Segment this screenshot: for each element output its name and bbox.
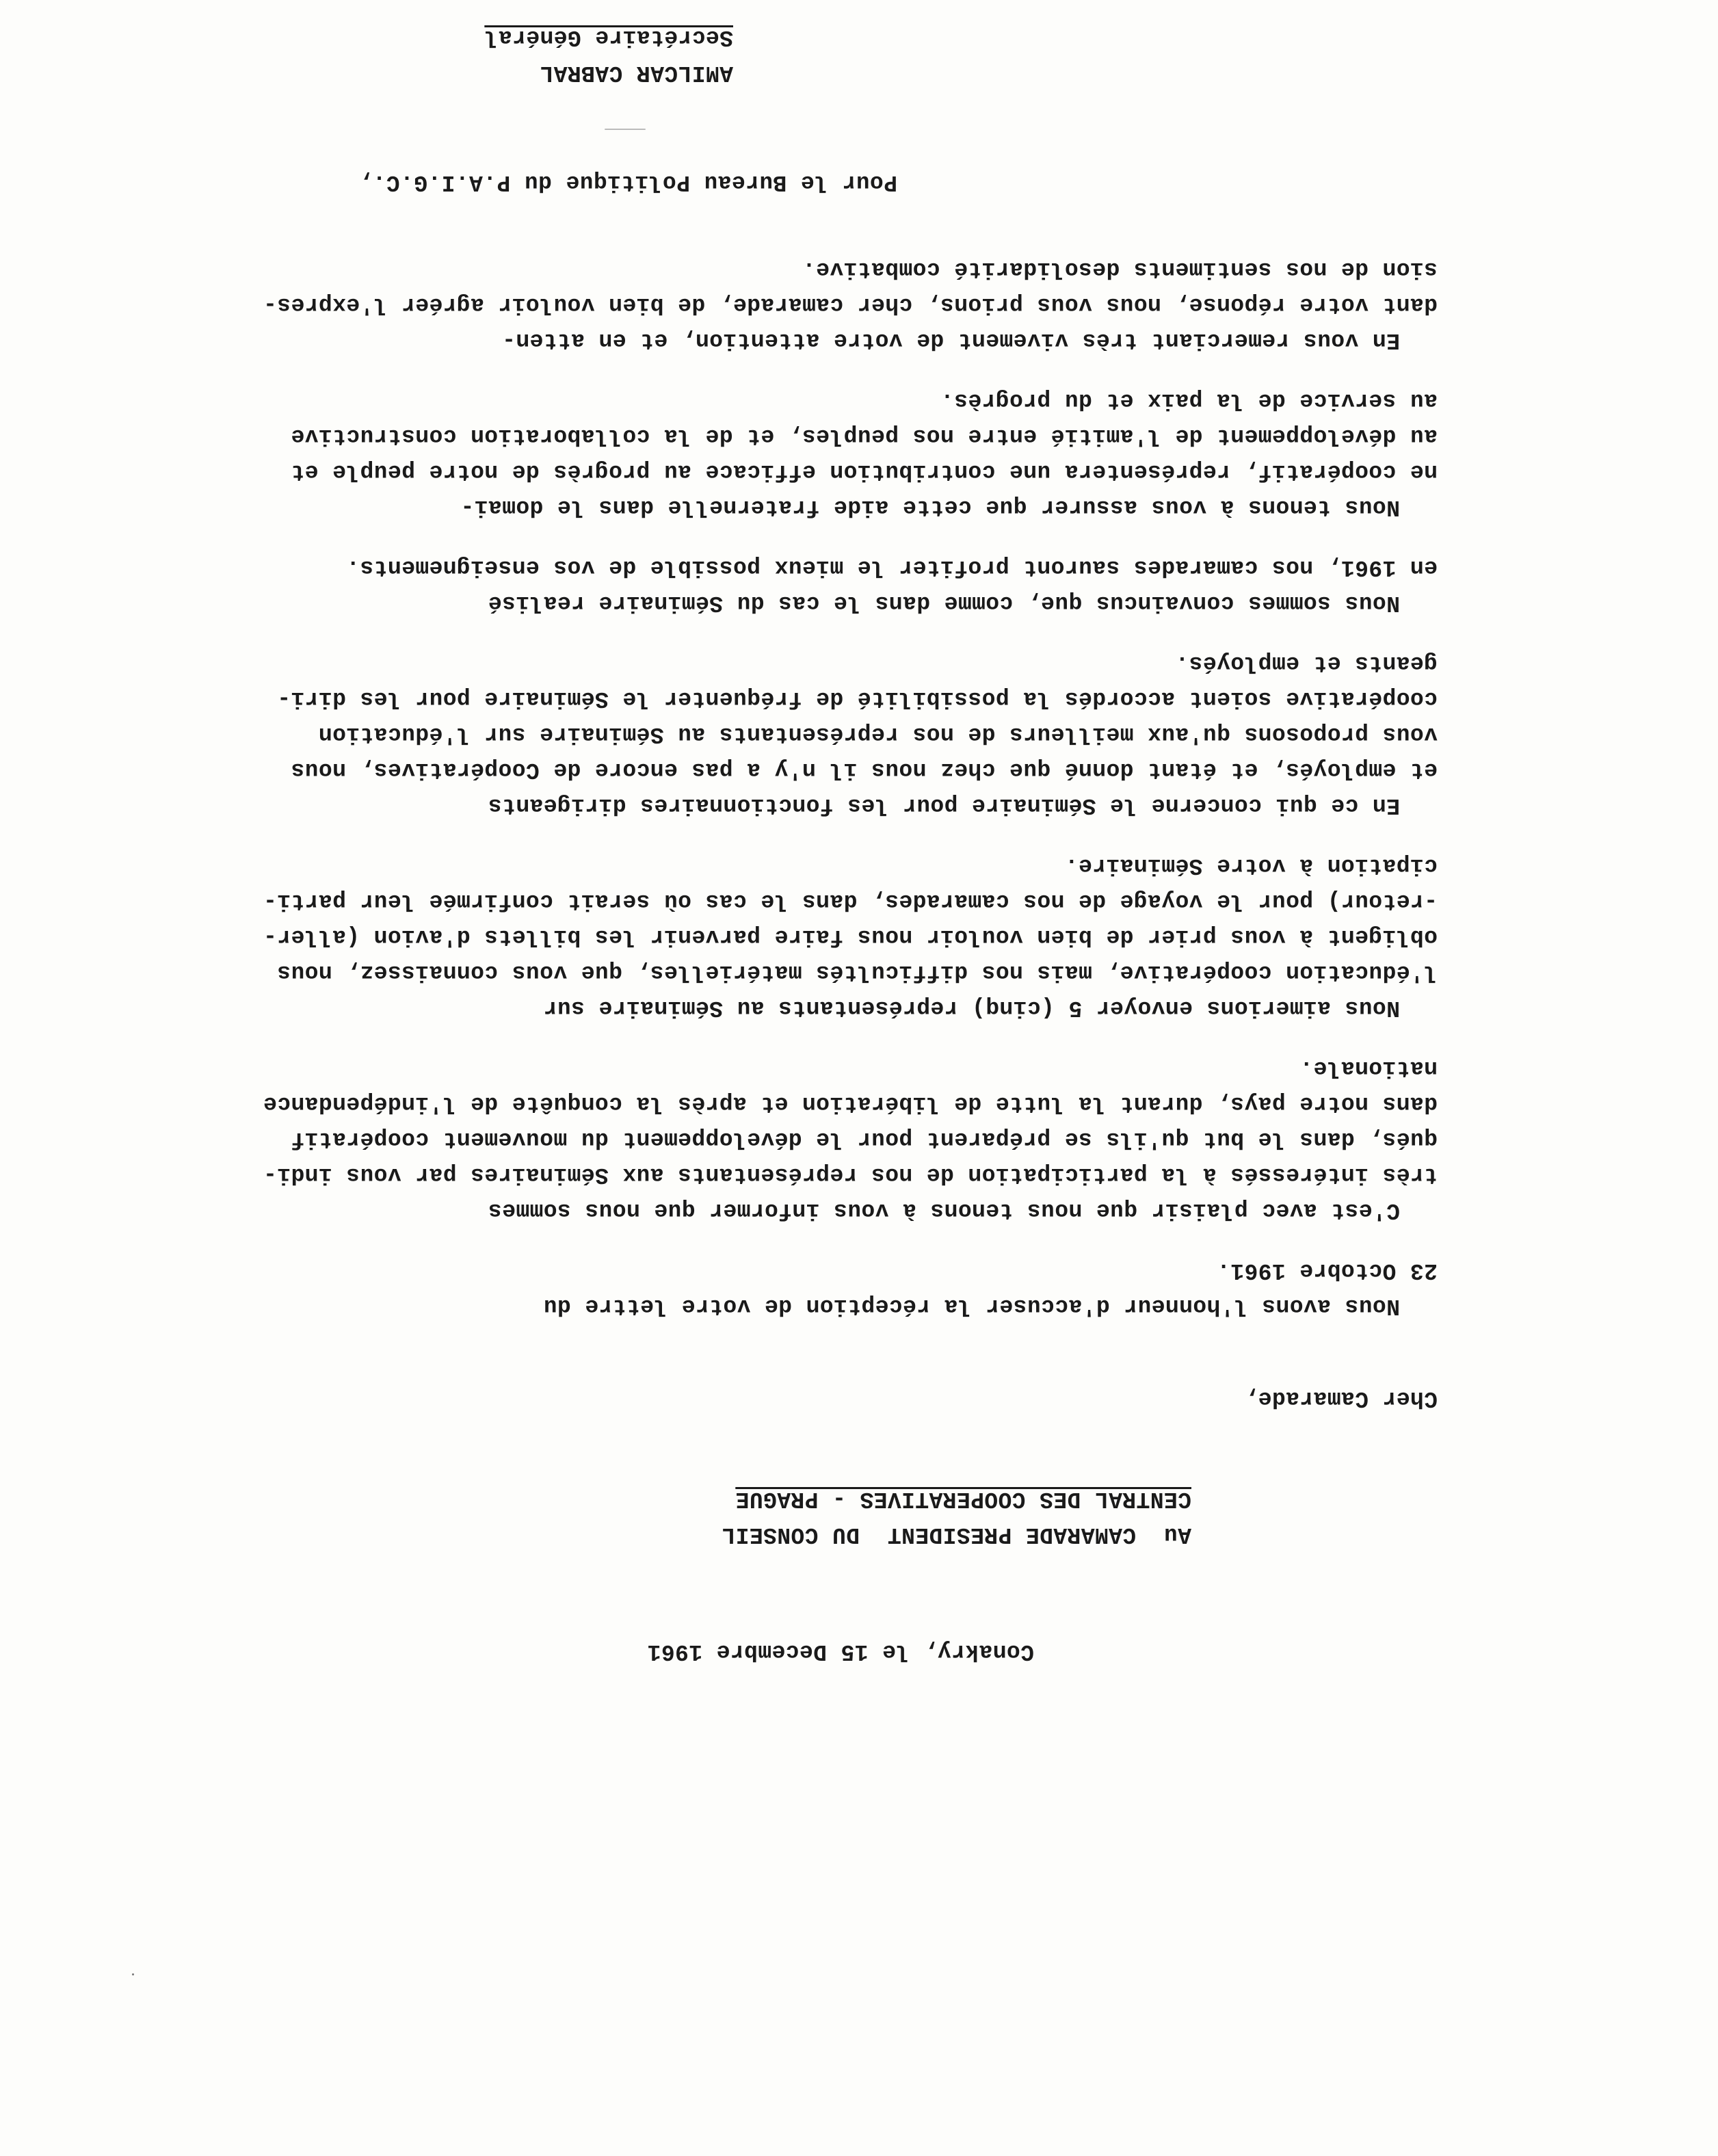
scan-speck <box>132 1973 134 1975</box>
body-line: geants et employés. <box>1175 650 1438 676</box>
body-line: obligent à vous prier de bien vouloir nous faire parvenir les billets d'avion (aller- <box>263 924 1438 949</box>
signatory-title: Secrétaire Général <box>484 25 733 50</box>
body-line: Nous sommes convaincus que, comme dans le cas du Séminaire realisé <box>488 590 1400 616</box>
body-line: coopérative soient accordés la possibilité de fréquenter le Séminaire pour les diri- <box>276 686 1438 711</box>
body-line: Nous aimerions envoyer 5 (cinq) représentants au Séminaire sur <box>543 995 1400 1021</box>
body-line: ne coopératif, représentera une contribution efficace au progrès de notre peuple et <box>291 459 1438 484</box>
body-line: En vous remerciant très vivement de votre attention, et en atten- <box>501 328 1400 353</box>
body-line: qués, dans le but qu'ils se préparent pour le développement du mouvement coopératif <box>291 1127 1438 1152</box>
body-line: Nous avons l'honneur d'accuser la réception de votre lettre du <box>543 1293 1400 1319</box>
body-line: au service de la paix et du progrès. <box>940 388 1438 413</box>
body-line: En ce qui concerne le Séminaire pour les fonctionnaires dirigeants <box>488 793 1400 818</box>
body-line: sion de nos sentiments desolidarité combative. <box>802 257 1438 282</box>
body-line: l'éducation coopérative, mais nos difficultés matérielles, que vous connaissez, nous <box>276 960 1438 985</box>
closing-line: Pour le Bureau Politique du P.A.I.G.C., <box>358 170 897 195</box>
body-line: en 1961, nos camarades sauront profiter le mieux possible de vos enseignements. <box>345 555 1438 580</box>
body-line: nationale. <box>1299 1055 1438 1081</box>
body-line: et employés, et étant donné que chez nous il n'y a pas encore de Coopératives, nous <box>291 757 1438 783</box>
body-line: vous proposons qu'aux meilleurs de nos représentants au Séminaire sur l'éducation <box>318 722 1438 747</box>
body-line: dans notre pays, durant la lutte de libération et après la conquête de l'indépendance <box>263 1091 1438 1116</box>
body-line: Nous tenons à vous assurer que cette aide fraternelle dans le domai- <box>460 495 1400 520</box>
body-line: au développement de l'amitié entre nos peuples, et de la collaboration constructive <box>291 423 1438 449</box>
signatory-name: AMILCAR CABRAL <box>540 60 733 86</box>
body-line: C'est avec plaisir que nous tenons à vous informer que nous sommes <box>488 1198 1400 1223</box>
body-line: dant votre réponse, nous vous prions, cher camarade, de bien vouloir agréer l'expres- <box>263 292 1438 317</box>
place-date: Conakry, le 15 Decembre 1961 <box>647 1639 1034 1664</box>
body-line: 23 Octobre 1961. <box>1216 1258 1438 1283</box>
body-line: très intéressés à la participation de nos représentants aux Séminaires par vous indi- <box>263 1162 1438 1187</box>
recipient-line-1: Au CAMARADE PRESIDENT DU CONSEIL <box>722 1522 1191 1547</box>
recipient-line-2: CENTRAL DES COOPERATIVES - PRAGUE <box>735 1486 1191 1512</box>
salutation: Cher Camarade, <box>1244 1386 1438 1411</box>
scan-speck <box>605 129 646 130</box>
body-line: cipation à votre Séminaire. <box>1064 853 1438 878</box>
body-line: -retour) pour le voyage de nos camarades, dans le cas où serait confirmée leur parti- <box>263 889 1438 914</box>
